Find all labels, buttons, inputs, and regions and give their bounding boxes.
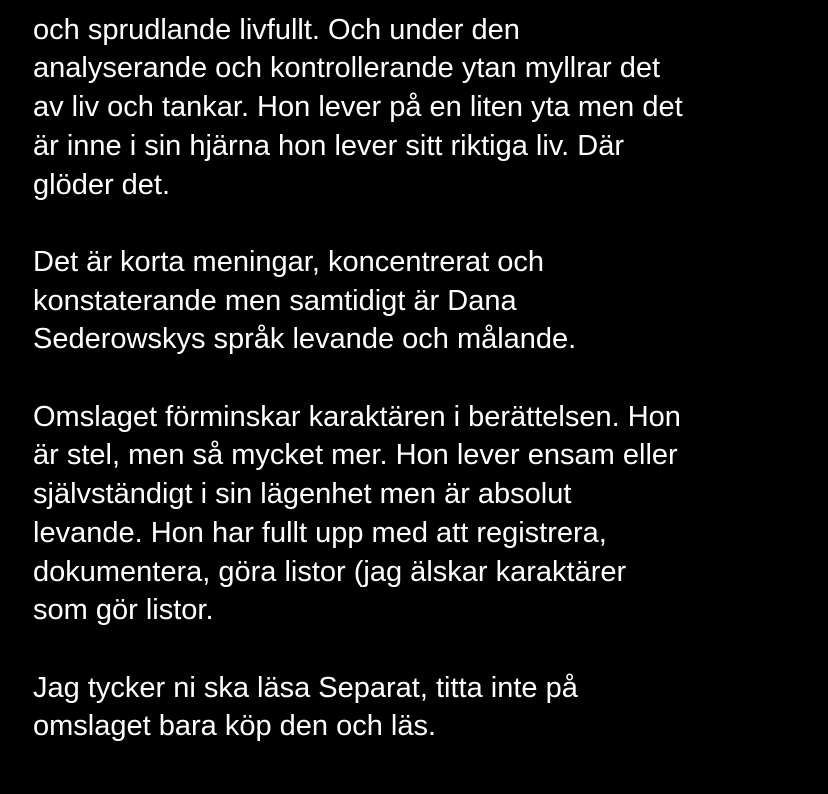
text-line: Sederowskys språk levande och målande.: [33, 323, 577, 356]
text-line: är inne i sin hjärna hon lever sitt riktiga liv. Där: [33, 129, 624, 162]
paragraph-gap: [33, 359, 808, 398]
text-line: levande. Hon har fullt upp med att registrera,: [33, 516, 607, 549]
text-line: Omslaget förminskar karaktären i berättelsen. Hon: [33, 400, 681, 433]
review-text: [33, 3, 808, 746]
paragraph-gap: [33, 204, 808, 243]
text-line: omslaget bara köp den och läs.: [33, 710, 437, 743]
text-line: Det är korta meningar, koncentrerat och: [33, 245, 544, 278]
text-line: självständigt i sin lägenhet men är absolut: [33, 478, 572, 511]
text-line: som gör listor.: [33, 594, 214, 627]
text-line: är stel, men så mycket mer. Hon lever ensam eller: [33, 439, 678, 472]
paragraph-2: [33, 243, 808, 359]
text-line: glöder det.: [33, 168, 171, 201]
paragraph-3: [33, 398, 808, 630]
paragraph-4: [33, 669, 808, 746]
paragraph-1: [33, 0, 808, 204]
text-line: analyserande och kontrollerande ytan myllrar det: [33, 52, 661, 85]
text-line: och sprudlande livfullt. Och under den: [33, 13, 520, 46]
text-line: Jag tycker ni ska läsa Separat, titta inte på: [33, 671, 578, 704]
text-line: dokumentera, göra listor (jag älskar karaktärer: [33, 555, 627, 588]
text-line: av liv och tankar. Hon lever på en liten yta men det: [33, 91, 683, 124]
paragraph-gap: [33, 630, 808, 669]
text-line: [33, 0, 808, 11]
text-line: konstaterande men samtidigt är Dana: [33, 284, 517, 317]
